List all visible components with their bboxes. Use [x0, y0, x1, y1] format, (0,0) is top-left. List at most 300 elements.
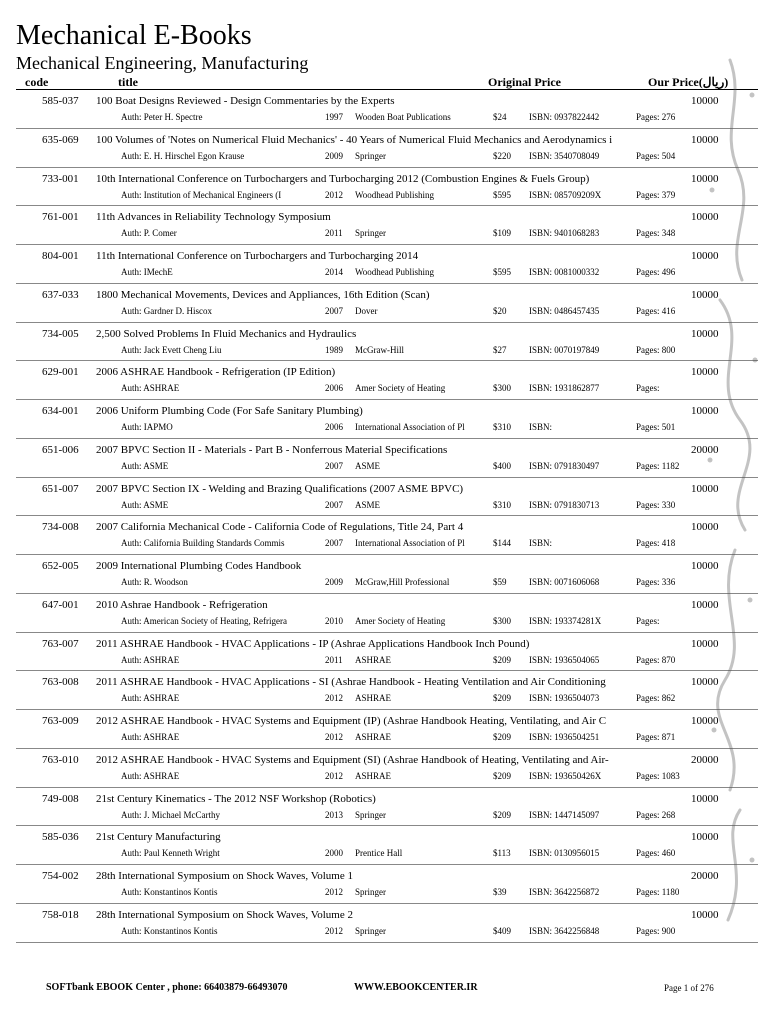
book-publisher: Dover — [355, 305, 378, 316]
book-isbn-label: ISBN: — [529, 228, 553, 239]
book-isbn-label: ISBN: — [529, 925, 553, 936]
book-isbn-value: 0791830497 — [554, 460, 600, 471]
book-original-price: $595 — [493, 267, 511, 277]
book-author-label: Auth: — [121, 925, 142, 936]
book-original-price: $400 — [493, 460, 511, 471]
book-original-price: $209 — [493, 809, 511, 820]
book-isbn-label: ISBN: — [529, 499, 553, 510]
book-pages-label: Pages: — [636, 848, 660, 859]
row-divider — [16, 942, 758, 943]
book-isbn-value: 0791830713 — [554, 499, 600, 510]
book-author-label: Auth: — [121, 422, 142, 432]
book-author — [121, 885, 321, 899]
book-original-price: $310 — [493, 499, 511, 510]
book-entry — [0, 206, 768, 245]
book-author — [121, 653, 321, 667]
book-pages-label: Pages: — [636, 887, 660, 897]
book-entry — [0, 168, 768, 207]
book-isbn-value: 193650426X — [554, 770, 602, 781]
book-pages-label: Pages: — [636, 383, 660, 394]
book-code: 635-069 — [42, 133, 79, 146]
book-our-price: 10000 — [691, 521, 719, 534]
book-author — [121, 459, 321, 473]
book-pages-value: 418 — [661, 538, 676, 549]
book-code: 647-001 — [42, 598, 79, 611]
book-code: 734-008 — [42, 521, 79, 534]
book-our-price: 10000 — [691, 327, 719, 340]
book-code: 758-018 — [42, 908, 79, 921]
book-our-price: 20000 — [691, 443, 719, 456]
book-year: 2006 — [325, 383, 343, 394]
book-pages — [636, 536, 675, 550]
book-pages — [636, 226, 675, 240]
book-list — [0, 90, 768, 943]
footer-website[interactable]: WWW.EBOOKCENTER.IR — [354, 982, 478, 993]
book-author-label: Auth: — [121, 189, 142, 200]
book-pages — [636, 808, 675, 822]
book-isbn — [529, 226, 599, 240]
book-year: 2014 — [325, 267, 343, 277]
book-our-price: 20000 — [691, 870, 719, 882]
page-title: Mechanical E-Books — [16, 20, 252, 51]
book-author — [121, 110, 321, 124]
book-isbn-label: ISBN: — [529, 267, 553, 277]
book-isbn-value: 085709209X — [554, 189, 602, 200]
book-publisher: Springer — [355, 925, 386, 936]
book-isbn — [529, 420, 552, 434]
book-pages-label: Pages: — [636, 538, 660, 549]
book-original-price: $409 — [493, 925, 511, 936]
book-entry — [0, 245, 768, 284]
book-code: 761-001 — [42, 211, 79, 224]
book-author-value: IMechE — [143, 267, 173, 277]
book-isbn — [529, 149, 599, 163]
book-original-price: $20 — [493, 305, 507, 316]
book-author-value: J. Michael McCarthy — [143, 809, 220, 820]
book-author — [121, 498, 321, 512]
book-author-value: P. Comer — [143, 228, 177, 239]
book-title: 11th Advances in Reliability Technology Symposium — [96, 211, 331, 224]
book-pages — [636, 459, 679, 473]
book-entry — [0, 90, 768, 129]
book-entry — [0, 439, 768, 478]
book-author-label: Auth: — [121, 267, 142, 277]
book-isbn — [529, 459, 599, 473]
book-pages — [636, 498, 675, 512]
book-isbn — [529, 110, 599, 124]
book-publisher: Amer Society of Heating — [355, 383, 446, 394]
book-our-price: 10000 — [691, 831, 719, 844]
book-year: 2009 — [325, 150, 343, 161]
book-original-price: $109 — [493, 228, 511, 239]
book-year: 2011 — [325, 228, 343, 239]
book-publisher: Amer Society of Heating — [355, 615, 446, 626]
book-title: 2006 ASHRAE Handbook - Refrigeration (IP Edition) — [96, 366, 336, 379]
book-original-price: $220 — [493, 150, 511, 161]
book-year: 2007 — [325, 305, 343, 316]
book-title: 28th International Symposium on Shock Waves, Volume 1 — [96, 870, 353, 882]
book-author-label: Auth: — [121, 538, 142, 549]
book-pages-value: 1083 — [661, 770, 680, 781]
book-pages — [636, 730, 675, 744]
book-isbn-label: ISBN: — [529, 383, 553, 394]
book-original-price: $144 — [493, 538, 511, 549]
book-year: 2000 — [325, 848, 343, 859]
book-title: 10th International Conference on Turbochargers and Turbocharging 2012 (Combustion Engines & Fuels Group) — [96, 172, 590, 185]
book-code: 651-006 — [42, 443, 79, 456]
book-pages-value: 900 — [661, 925, 676, 936]
book-pages — [636, 691, 675, 705]
book-publisher: ASME — [355, 460, 381, 471]
book-author — [121, 730, 321, 744]
book-author-label: Auth: — [121, 654, 142, 665]
book-pages-value: 416 — [661, 305, 676, 316]
book-publisher: ASHRAE — [355, 654, 392, 665]
book-code: 585-036 — [42, 831, 79, 844]
book-title: 2010 Ashrae Handbook - Refrigeration — [96, 598, 268, 611]
book-isbn-label: ISBN: — [529, 460, 553, 471]
book-isbn-value: 0081000332 — [554, 267, 600, 277]
book-our-price: 10000 — [691, 598, 719, 611]
book-author-value: ASHRAE — [143, 770, 180, 781]
book-pages-label: Pages: — [636, 267, 660, 277]
book-pages-value: 276 — [661, 112, 676, 122]
book-our-price: 10000 — [691, 288, 719, 301]
book-title: 2012 ASHRAE Handbook - HVAC Systems and Equipment (IP) (Ashrae Handbook Heating, Ventilating, and Air C — [96, 715, 607, 727]
book-author — [121, 575, 321, 589]
book-year: 2012 — [325, 189, 343, 200]
book-isbn-label: ISBN: — [529, 189, 553, 200]
book-author — [121, 769, 321, 783]
book-isbn-value: 0486457435 — [554, 305, 600, 316]
book-publisher: International Association of Pl — [355, 538, 465, 549]
book-our-price: 10000 — [691, 792, 719, 805]
book-title: 2006 Uniform Plumbing Code (For Safe Sanitary Plumbing) — [96, 405, 363, 417]
book-original-price: $300 — [493, 383, 511, 394]
book-code: 763-010 — [42, 753, 79, 766]
book-pages-value: 870 — [661, 654, 676, 665]
book-isbn-label: ISBN: — [529, 344, 553, 355]
book-entry — [0, 478, 768, 517]
book-pages — [636, 575, 675, 589]
book-isbn-value: 3642256848 — [554, 925, 600, 936]
book-pages-label: Pages: — [636, 654, 660, 665]
book-isbn-value: 193374281X — [554, 615, 602, 626]
book-pages — [636, 653, 675, 667]
book-isbn — [529, 498, 599, 512]
book-author-label: Auth: — [121, 887, 142, 897]
book-author — [121, 536, 321, 550]
book-entry — [0, 516, 768, 555]
book-pages-value: 379 — [661, 189, 676, 200]
book-title: 2007 California Mechanical Code - California Code of Regulations, Title 24, Part 4 — [96, 521, 464, 534]
book-pages-label: Pages: — [636, 305, 660, 316]
book-our-price: 10000 — [691, 95, 719, 107]
book-isbn-label: ISBN: — [529, 654, 553, 665]
book-entry — [0, 865, 768, 904]
book-author-label: Auth: — [121, 112, 142, 122]
column-header-original-price: Original Price — [488, 75, 561, 89]
column-header-our-price: Our Price(ریال) — [648, 75, 729, 89]
book-author-label: Auth: — [121, 732, 142, 742]
book-pages-label: Pages: — [636, 615, 660, 626]
book-original-price: $209 — [493, 654, 511, 665]
book-author — [121, 149, 321, 163]
book-pages-label: Pages: — [636, 925, 660, 936]
book-pages-value: 800 — [661, 344, 676, 355]
book-author-value: ASHRAE — [143, 383, 180, 394]
book-author-value: ASME — [143, 499, 169, 510]
book-entry — [0, 749, 768, 788]
book-isbn — [529, 188, 601, 202]
book-pages-value: 1180 — [661, 887, 680, 897]
book-author-value: ASHRAE — [143, 654, 180, 665]
book-our-price: 10000 — [691, 211, 719, 224]
book-publisher: McGraw-Hill — [355, 344, 404, 355]
book-author-value: Institution of Mechanical Engineers (I — [143, 189, 282, 200]
book-isbn — [529, 653, 599, 667]
book-pages — [636, 304, 675, 318]
book-year: 2011 — [325, 654, 343, 665]
book-isbn-value: 0071606068 — [554, 577, 600, 587]
book-author — [121, 188, 321, 202]
book-isbn-value: 0937822442 — [554, 112, 600, 122]
book-pages-value: 336 — [661, 577, 676, 587]
book-pages — [636, 885, 679, 899]
book-author-value: Jack Evett Cheng Liu — [143, 344, 222, 355]
book-title: 28th International Symposium on Shock Waves, Volume 2 — [96, 908, 353, 921]
book-author-value: California Building Standards Commis — [143, 538, 285, 549]
book-author-label: Auth: — [121, 383, 142, 394]
book-isbn-label: ISBN: — [529, 770, 553, 781]
book-pages-value: 460 — [661, 848, 676, 859]
book-code: 634-001 — [42, 405, 79, 417]
book-isbn-value: 1936504073 — [554, 693, 600, 704]
book-author-value: E. H. Hirschel Egon Krause — [143, 150, 245, 161]
book-code: 749-008 — [42, 792, 79, 805]
book-isbn-label: ISBN: — [529, 809, 553, 820]
book-author-label: Auth: — [121, 848, 142, 859]
book-author — [121, 304, 321, 318]
book-entry — [0, 555, 768, 594]
book-code: 734-005 — [42, 327, 79, 340]
book-pages — [636, 614, 660, 628]
book-isbn-value: 3540708049 — [554, 150, 600, 161]
book-publisher: ASHRAE — [355, 732, 392, 742]
book-original-price: $27 — [493, 344, 507, 355]
book-pages — [636, 846, 675, 860]
book-pages-value: 1182 — [661, 460, 680, 471]
book-isbn — [529, 614, 601, 628]
book-isbn — [529, 304, 599, 318]
book-isbn-label: ISBN: — [529, 848, 553, 859]
book-isbn — [529, 691, 599, 705]
book-isbn-value: 1931862877 — [554, 383, 600, 394]
book-isbn-value: 9401068283 — [554, 228, 600, 239]
book-entry — [0, 323, 768, 362]
book-entry — [0, 826, 768, 865]
book-entry — [0, 594, 768, 633]
book-original-price: $300 — [493, 615, 511, 626]
book-author — [121, 420, 321, 434]
book-publisher: Prentice Hall — [355, 848, 403, 859]
book-pages-label: Pages: — [636, 770, 660, 781]
column-header-code: code — [25, 75, 49, 89]
book-entry — [0, 361, 768, 400]
book-isbn-value: 1447145097 — [554, 809, 600, 820]
book-author-value: R. Woodson — [143, 577, 188, 587]
book-code: 754-002 — [42, 870, 79, 882]
column-header-title: title — [118, 75, 138, 89]
book-isbn-label: ISBN: — [529, 577, 553, 587]
book-original-price: $113 — [493, 848, 511, 859]
book-our-price: 10000 — [691, 482, 719, 495]
book-publisher: Woodhead Publishing — [355, 189, 435, 200]
book-author-value: Paul Kenneth Wright — [143, 848, 220, 859]
book-author-label: Auth: — [121, 693, 142, 704]
book-pages-label: Pages: — [636, 499, 660, 510]
book-publisher: International Association of Pl — [355, 422, 465, 432]
book-author-label: Auth: — [121, 305, 142, 316]
book-pages-label: Pages: — [636, 693, 660, 704]
book-title: 2007 BPVC Section IX - Welding and Brazing Qualifications (2007 ASME BPVC) — [96, 482, 464, 495]
book-code: 637-033 — [42, 288, 79, 301]
book-year: 2010 — [325, 615, 343, 626]
book-year: 1997 — [325, 112, 343, 122]
book-original-price: $209 — [493, 770, 511, 781]
book-pages-value: 348 — [661, 228, 676, 239]
book-author — [121, 846, 321, 860]
book-year: 2012 — [325, 887, 343, 897]
book-our-price: 20000 — [691, 753, 719, 766]
book-pages-value: 496 — [661, 267, 676, 277]
book-author-value: ASME — [143, 460, 169, 471]
book-entry — [0, 633, 768, 672]
book-year: 2012 — [325, 925, 343, 936]
book-publisher: Springer — [355, 887, 386, 897]
book-pages-label: Pages: — [636, 732, 660, 742]
book-year: 2012 — [325, 770, 343, 781]
footer-company: SOFTbank EBOOK Center , phone: 66403879-66493070 — [46, 982, 288, 993]
book-pages-label: Pages: — [636, 228, 660, 239]
book-publisher: McGraw,Hill Professional — [355, 577, 450, 587]
book-title: 2011 ASHRAE Handbook - HVAC Applications - IP (Ashrae Applications Handbook Inch Pound) — [96, 637, 530, 650]
book-original-price: $209 — [493, 732, 511, 742]
book-isbn-label: ISBN: — [529, 422, 553, 432]
book-isbn-value: 0130956015 — [554, 848, 600, 859]
book-publisher: Wooden Boat Publications — [355, 112, 451, 122]
book-isbn-value: 1936504065 — [554, 654, 600, 665]
book-our-price: 10000 — [691, 560, 719, 572]
book-isbn-label: ISBN: — [529, 615, 553, 626]
book-isbn-label: ISBN: — [529, 887, 553, 897]
book-original-price: $209 — [493, 693, 511, 704]
book-original-price: $59 — [493, 577, 507, 587]
book-isbn — [529, 808, 599, 822]
book-publisher: Springer — [355, 150, 386, 161]
page-subtitle: Mechanical Engineering, Manufacturing — [16, 53, 309, 73]
book-author-value: American Society of Heating, Refrigera — [143, 615, 287, 626]
book-code: 804-001 — [42, 250, 79, 262]
book-author — [121, 614, 321, 628]
book-pages — [636, 110, 675, 124]
book-pages-label: Pages: — [636, 422, 660, 432]
book-pages — [636, 924, 675, 938]
book-author — [121, 381, 321, 395]
book-our-price: 10000 — [691, 133, 719, 146]
book-author-value: Peter H. Spectre — [143, 112, 203, 122]
book-title: 2,500 Solved Problems In Fluid Mechanics and Hydraulics — [96, 327, 357, 340]
book-pages — [636, 265, 675, 279]
book-author-value: ASHRAE — [143, 732, 180, 742]
book-author-label: Auth: — [121, 460, 142, 471]
book-author — [121, 808, 321, 822]
book-isbn — [529, 730, 599, 744]
book-author — [121, 265, 321, 279]
book-code: 763-008 — [42, 676, 79, 689]
book-entry — [0, 788, 768, 827]
book-pages-label: Pages: — [636, 460, 660, 471]
book-entry — [0, 904, 768, 943]
book-pages-value: 501 — [661, 422, 676, 432]
book-entry — [0, 284, 768, 323]
book-isbn — [529, 343, 599, 357]
book-publisher: ASME — [355, 499, 381, 510]
book-author-value: Konstantinos Kontis — [143, 925, 218, 936]
book-our-price: 10000 — [691, 715, 719, 727]
book-pages-value: 330 — [661, 499, 676, 510]
book-our-price: 10000 — [691, 676, 719, 689]
book-pages — [636, 149, 675, 163]
book-publisher: ASHRAE — [355, 693, 392, 704]
book-pages-label: Pages: — [636, 577, 660, 587]
book-author-label: Auth: — [121, 499, 142, 510]
book-author-value: Gardner D. Hiscox — [143, 305, 212, 316]
book-isbn — [529, 924, 599, 938]
book-title: 100 Volumes of 'Notes on Numerical Fluid Mechanics' - 40 Years of Numerical Fluid Mechanics and Aerodynamics i — [96, 133, 613, 146]
book-title: 2011 ASHRAE Handbook - HVAC Applications - SI (Ashrae Handbook - Heating Ventilation and Air Conditioning — [96, 676, 606, 689]
book-original-price: $310 — [493, 422, 511, 432]
book-pages — [636, 420, 675, 434]
book-isbn — [529, 846, 599, 860]
book-title: 2007 BPVC Section II - Materials - Part B - Nonferrous Material Specifications — [96, 443, 448, 456]
book-code: 733-001 — [42, 172, 79, 185]
book-isbn — [529, 265, 599, 279]
book-original-price: $24 — [493, 112, 507, 122]
book-pages — [636, 188, 675, 202]
book-title: 21st Century Kinematics - The 2012 NSF Workshop (Robotics) — [96, 792, 376, 805]
book-our-price: 10000 — [691, 366, 719, 379]
book-publisher: Springer — [355, 228, 386, 239]
book-entry — [0, 671, 768, 710]
book-isbn — [529, 536, 552, 550]
book-author-label: Auth: — [121, 615, 142, 626]
book-year: 2013 — [325, 809, 343, 820]
book-isbn — [529, 575, 599, 589]
book-isbn-label: ISBN: — [529, 693, 553, 704]
book-author — [121, 343, 321, 357]
book-title: 11th International Conference on Turbochargers and Turbocharging 2014 — [96, 250, 419, 262]
book-author — [121, 691, 321, 705]
book-author-label: Auth: — [121, 577, 142, 587]
book-our-price: 10000 — [691, 405, 719, 417]
book-title: 21st Century Manufacturing — [96, 831, 221, 844]
book-pages-label: Pages: — [636, 112, 660, 122]
book-isbn-value: 0070197849 — [554, 344, 600, 355]
book-year: 2007 — [325, 499, 343, 510]
book-pages-label: Pages: — [636, 189, 660, 200]
book-year: 2007 — [325, 460, 343, 471]
